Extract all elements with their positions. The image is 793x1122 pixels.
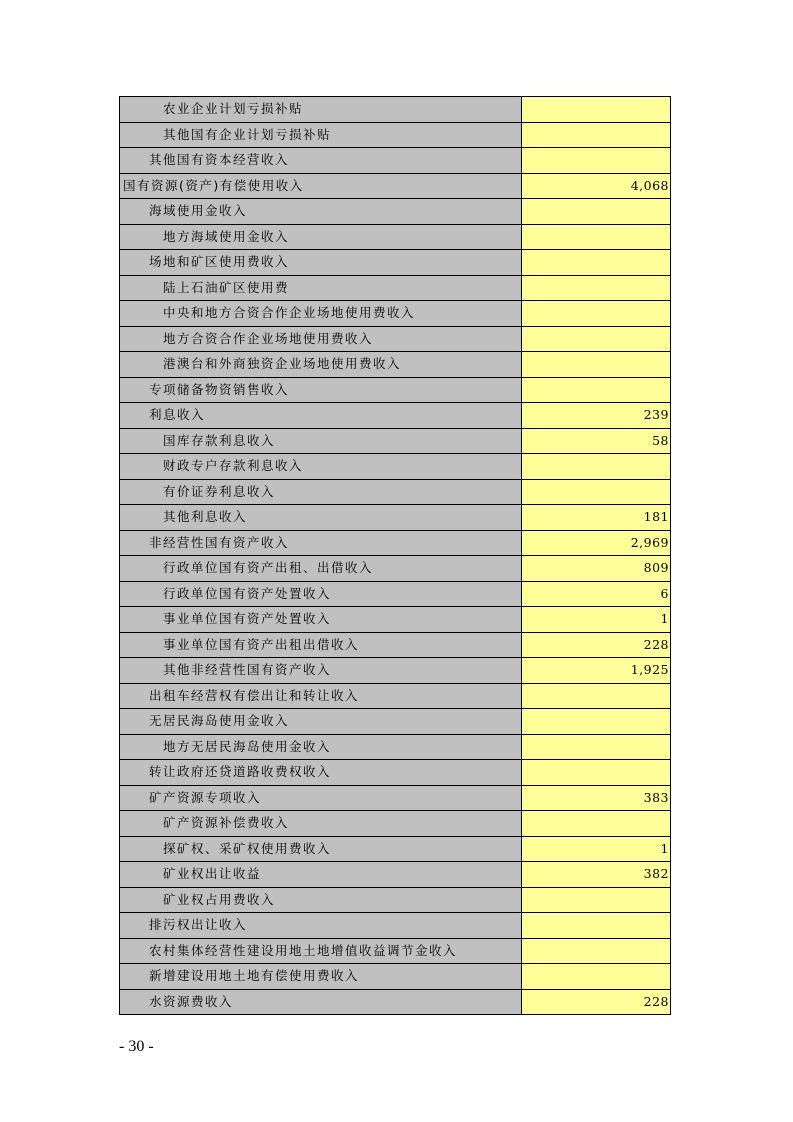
item-name-cell: 矿产资源补偿费收入 — [120, 811, 522, 837]
table-row — [120, 301, 671, 327]
table-row — [120, 173, 671, 199]
table-row — [120, 428, 671, 454]
amount-cell: 382 — [522, 862, 671, 888]
item-name-cell: 事业单位国有资产处置收入 — [120, 607, 522, 633]
item-name-cell: 矿产资源专项收入 — [120, 785, 522, 811]
amount-cell — [522, 479, 671, 505]
table-row — [120, 479, 671, 505]
amount-cell — [522, 887, 671, 913]
item-name-cell: 地方合资合作企业场地使用费收入 — [120, 326, 522, 352]
amount-cell — [522, 938, 671, 964]
amount-cell — [522, 709, 671, 735]
item-name-cell: 地方无居民海岛使用金收入 — [120, 734, 522, 760]
item-name-cell: 海域使用金收入 — [120, 199, 522, 225]
item-name-cell: 利息收入 — [120, 403, 522, 429]
amount-cell: 4,068 — [522, 173, 671, 199]
item-name-cell: 行政单位国有资产出租、出借收入 — [120, 556, 522, 582]
amount-cell: 1,925 — [522, 658, 671, 684]
item-name-cell: 探矿权、采矿权使用费收入 — [120, 836, 522, 862]
table-row — [120, 148, 671, 174]
item-name-cell: 其他利息收入 — [120, 505, 522, 531]
amount-cell — [522, 760, 671, 786]
table-row — [120, 683, 671, 709]
amount-cell — [522, 454, 671, 480]
item-name-cell: 农村集体经营性建设用地土地增值收益调节金收入 — [120, 938, 522, 964]
item-name-cell: 财政专户存款利息收入 — [120, 454, 522, 480]
amount-cell — [522, 250, 671, 276]
page-number: - 30 - — [119, 1038, 154, 1055]
item-name-cell: 非经营性国有资产收入 — [120, 530, 522, 556]
item-name-cell: 有价证券利息收入 — [120, 479, 522, 505]
table-row — [120, 581, 671, 607]
amount-cell: 2,969 — [522, 530, 671, 556]
item-name-cell: 国有资源(资产)有偿使用收入 — [120, 173, 522, 199]
item-name-cell: 地方海域使用金收入 — [120, 224, 522, 250]
table-row — [120, 250, 671, 276]
amount-cell — [522, 683, 671, 709]
item-name-cell: 事业单位国有资产出租出借收入 — [120, 632, 522, 658]
table-row — [120, 403, 671, 429]
table-row — [120, 811, 671, 837]
table-row — [120, 199, 671, 225]
table-row — [120, 989, 671, 1015]
table-row — [120, 454, 671, 480]
table-row — [120, 275, 671, 301]
table-row — [120, 224, 671, 250]
item-name-cell: 其他非经营性国有资产收入 — [120, 658, 522, 684]
amount-cell: 58 — [522, 428, 671, 454]
revenue-table-body — [120, 97, 671, 1015]
amount-cell: 181 — [522, 505, 671, 531]
item-name-cell: 矿业权占用费收入 — [120, 887, 522, 913]
item-name-cell: 专项储备物资销售收入 — [120, 377, 522, 403]
table-row — [120, 913, 671, 939]
table-row — [120, 862, 671, 888]
amount-cell — [522, 148, 671, 174]
table-row — [120, 785, 671, 811]
amount-cell — [522, 352, 671, 378]
table-row — [120, 97, 671, 123]
item-name-cell: 转让政府还贷道路收费权收入 — [120, 760, 522, 786]
item-name-cell: 农业企业计划亏损补贴 — [120, 97, 522, 123]
table-row — [120, 122, 671, 148]
table-row — [120, 938, 671, 964]
amount-cell: 1 — [522, 607, 671, 633]
amount-cell: 809 — [522, 556, 671, 582]
item-name-cell: 陆上石油矿区使用费 — [120, 275, 522, 301]
amount-cell — [522, 811, 671, 837]
table-row — [120, 326, 671, 352]
amount-cell: 228 — [522, 989, 671, 1015]
amount-cell — [522, 275, 671, 301]
table-row — [120, 709, 671, 735]
table-row — [120, 530, 671, 556]
item-name-cell: 矿业权出让收益 — [120, 862, 522, 888]
item-name-cell: 港澳台和外商独资企业场地使用费收入 — [120, 352, 522, 378]
item-name-cell: 国库存款利息收入 — [120, 428, 522, 454]
table-row — [120, 734, 671, 760]
amount-cell: 228 — [522, 632, 671, 658]
table-row — [120, 607, 671, 633]
revenue-table — [119, 96, 671, 1015]
amount-cell — [522, 377, 671, 403]
amount-cell — [522, 122, 671, 148]
item-name-cell: 行政单位国有资产处置收入 — [120, 581, 522, 607]
table-row — [120, 964, 671, 990]
amount-cell — [522, 964, 671, 990]
amount-cell — [522, 734, 671, 760]
amount-cell: 1 — [522, 836, 671, 862]
table-row — [120, 760, 671, 786]
item-name-cell: 排污权出让收入 — [120, 913, 522, 939]
item-name-cell: 无居民海岛使用金收入 — [120, 709, 522, 735]
table-row — [120, 352, 671, 378]
amount-cell — [522, 97, 671, 123]
table-row — [120, 836, 671, 862]
item-name-cell: 中央和地方合资合作企业场地使用费收入 — [120, 301, 522, 327]
amount-cell: 239 — [522, 403, 671, 429]
amount-cell: 6 — [522, 581, 671, 607]
table-row — [120, 505, 671, 531]
item-name-cell: 出租车经营权有偿出让和转让收入 — [120, 683, 522, 709]
amount-cell — [522, 326, 671, 352]
amount-cell — [522, 199, 671, 225]
item-name-cell: 场地和矿区使用费收入 — [120, 250, 522, 276]
amount-cell — [522, 224, 671, 250]
table-row — [120, 887, 671, 913]
table-row — [120, 556, 671, 582]
item-name-cell: 其他国有资本经营收入 — [120, 148, 522, 174]
table-row — [120, 377, 671, 403]
amount-cell: 383 — [522, 785, 671, 811]
table-row — [120, 632, 671, 658]
amount-cell — [522, 913, 671, 939]
item-name-cell: 水资源费收入 — [120, 989, 522, 1015]
item-name-cell: 新增建设用地土地有偿使用费收入 — [120, 964, 522, 990]
item-name-cell: 其他国有企业计划亏损补贴 — [120, 122, 522, 148]
table-row — [120, 658, 671, 684]
amount-cell — [522, 301, 671, 327]
